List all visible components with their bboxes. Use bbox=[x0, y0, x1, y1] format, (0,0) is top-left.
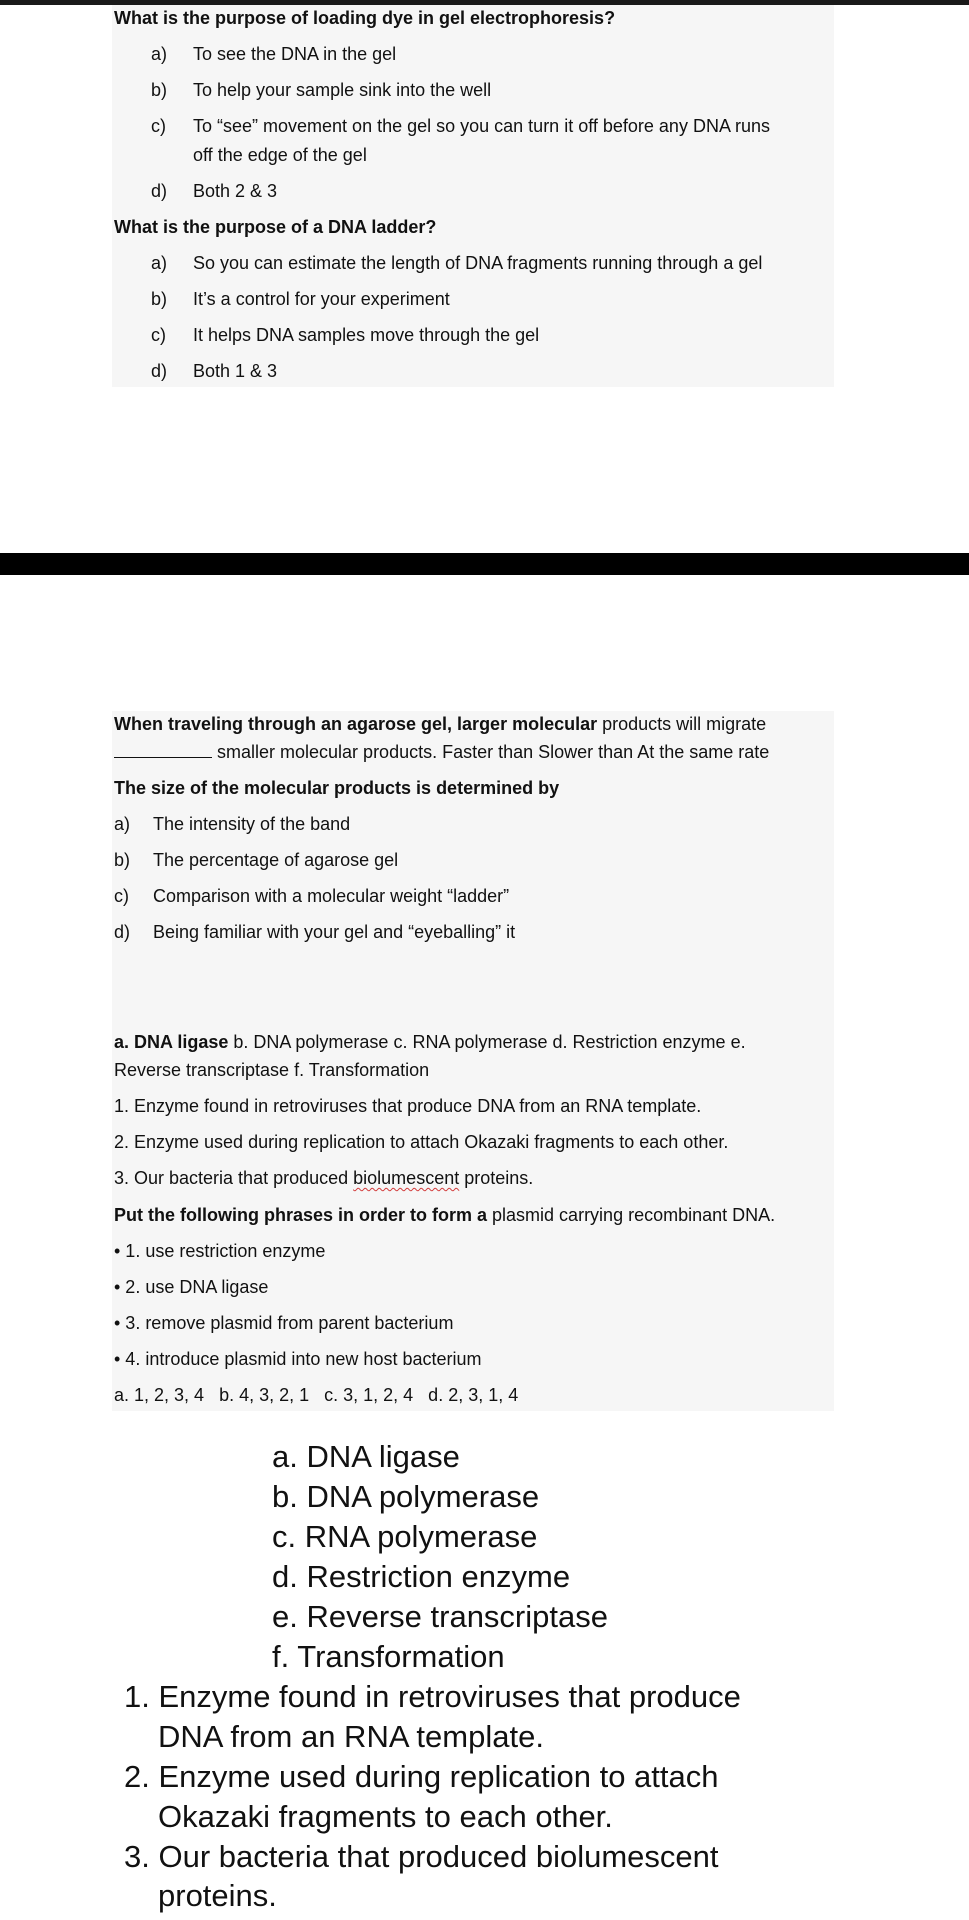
option-text-continued: off the edge of the gel bbox=[193, 145, 367, 165]
big-choice: a. DNA ligase bbox=[272, 1439, 460, 1474]
answer-options: a. 1, 2, 3, 4 b. 4, 3, 2, 1 c. 3, 1, 2, 4 d. 2, 3, 1, 4 bbox=[114, 1385, 519, 1405]
option-text: The intensity of the band bbox=[153, 814, 351, 834]
enzyme-choices bbox=[114, 1031, 746, 1053]
option-text: To help your sample sink into the well bbox=[193, 80, 492, 100]
big-item: 1. Enzyme found in retroviruses that produce bbox=[124, 1679, 741, 1714]
misspelled-word: biolumescent bbox=[353, 1168, 460, 1188]
big-choice: f. Transformation bbox=[272, 1639, 505, 1674]
question-rest: products will migrate bbox=[597, 714, 767, 734]
big-item-continued: DNA from an RNA template. bbox=[158, 1719, 544, 1754]
option-label: c) bbox=[151, 116, 166, 136]
option-label: c) bbox=[114, 886, 129, 906]
option-text: Comparison with a molecular weight “ladder” bbox=[153, 886, 510, 906]
big-choice: e. Reverse transcriptase bbox=[272, 1599, 608, 1634]
question-dna-ladder: What is the purpose of a DNA ladder? bbox=[114, 217, 437, 237]
option-label: b) bbox=[151, 80, 168, 100]
bullet-item: • 4. introduce plasmid into new host bacterium bbox=[114, 1349, 482, 1369]
option-label: a) bbox=[151, 44, 168, 64]
big-item: 3. Our bacteria that produced biolumescent bbox=[124, 1839, 719, 1874]
option-text: Both 2 & 3 bbox=[193, 181, 278, 201]
option-text: So you can estimate the length of DNA fragments running through a gel bbox=[193, 253, 763, 273]
question-loading-dye: What is the purpose of loading dye in gel electrophoresis? bbox=[114, 8, 616, 28]
big-item-continued: proteins. bbox=[158, 1878, 277, 1913]
divider-bar bbox=[0, 553, 969, 575]
list-item bbox=[114, 1167, 533, 1189]
option-label: d) bbox=[151, 361, 168, 381]
question-migration-line2 bbox=[114, 741, 769, 763]
question-rest: plasmid carrying recombinant DNA. bbox=[487, 1205, 776, 1225]
question-rest: smaller molecular products. Faster than Slower than At the same rate bbox=[217, 742, 770, 762]
bullet-item: • 1. use restriction enzyme bbox=[114, 1241, 326, 1261]
big-item-continued: Okazaki fragments to each other. bbox=[158, 1799, 613, 1834]
option-label: b) bbox=[151, 289, 168, 309]
big-choice: c. RNA polymerase bbox=[272, 1519, 538, 1554]
option-text: Being familiar with your gel and “eyeballing” it bbox=[153, 922, 516, 942]
big-choice: b. DNA polymerase bbox=[272, 1479, 540, 1514]
answer-blank bbox=[114, 743, 212, 758]
option-label: b) bbox=[114, 850, 131, 870]
item-prefix: 3. Our bacteria that produced bbox=[114, 1168, 354, 1188]
enzyme-choices-line2: Reverse transcriptase f. Transformation bbox=[114, 1060, 430, 1080]
choice-rest: b. DNA polymerase c. RNA polymerase d. Restriction enzyme e. bbox=[228, 1032, 746, 1052]
question-bold: Put the following phrases in order to form a bbox=[114, 1205, 488, 1225]
option-label: d) bbox=[151, 181, 168, 201]
option-label: a) bbox=[151, 253, 168, 273]
big-item: 2. Enzyme used during replication to attach bbox=[124, 1759, 719, 1794]
list-item: 2. Enzyme used during replication to attach Okazaki fragments to each other. bbox=[114, 1132, 729, 1152]
option-text: To “see” movement on the gel so you can turn it off before any DNA runs bbox=[193, 116, 770, 136]
option-text: To see the DNA in the gel bbox=[193, 44, 397, 64]
choice-bold: a. DNA ligase bbox=[114, 1032, 229, 1052]
option-text: Both 1 & 3 bbox=[193, 361, 278, 381]
item-suffix: proteins. bbox=[459, 1168, 534, 1188]
bullet-item: • 3. remove plasmid from parent bacterium bbox=[114, 1313, 454, 1333]
option-label: d) bbox=[114, 922, 131, 942]
option-text: It’s a control for your experiment bbox=[193, 289, 450, 309]
question-bold: When traveling through an agarose gel, larger molecular bbox=[114, 714, 598, 734]
option-label: a) bbox=[114, 814, 131, 834]
list-item: 1. Enzyme found in retroviruses that produce DNA from an RNA template. bbox=[114, 1096, 702, 1116]
big-choice: d. Restriction enzyme bbox=[272, 1559, 571, 1594]
question-migration bbox=[114, 713, 766, 735]
question-size-determined: The size of the molecular products is determined by bbox=[114, 778, 560, 798]
option-text: It helps DNA samples move through the gel bbox=[193, 325, 540, 345]
bullet-item: • 2. use DNA ligase bbox=[114, 1277, 269, 1297]
option-text: The percentage of agarose gel bbox=[153, 850, 399, 870]
option-label: c) bbox=[151, 325, 166, 345]
question-plasmid-order bbox=[114, 1204, 775, 1226]
